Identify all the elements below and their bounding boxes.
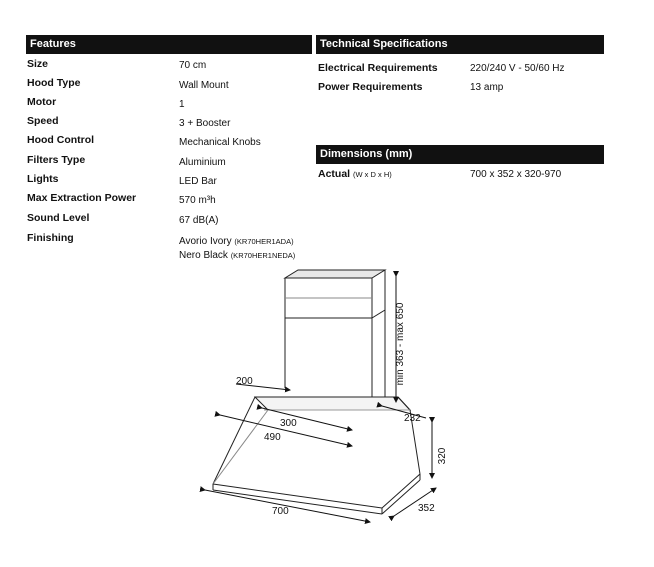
dim-700-label: 700 bbox=[272, 506, 289, 517]
feature-value-lights: LED Bar bbox=[179, 176, 217, 187]
feature-value-hood-control: Mechanical Knobs bbox=[179, 137, 261, 148]
technical-specifications-header: Technical Specifications bbox=[316, 35, 604, 54]
feature-value-size: 70 cm bbox=[179, 60, 207, 71]
feature-value-max-extraction-power: 570 m³h bbox=[179, 195, 216, 206]
tech-value-power: 13 amp bbox=[470, 82, 504, 93]
feature-value-filters-type: Aluminium bbox=[179, 157, 226, 168]
feature-value-motor: 1 bbox=[179, 99, 185, 110]
dim-chimney-label: min 363 - max 650 bbox=[395, 302, 406, 386]
dimensions-value: 700 x 352 x 320-970 bbox=[470, 169, 562, 180]
dimensions-sub: (W x D x H) bbox=[353, 170, 392, 179]
dimensions-actual: Actual bbox=[318, 168, 351, 180]
feature-label-hood-type: Hood Type bbox=[27, 77, 81, 89]
feature-label-speed: Speed bbox=[27, 115, 59, 127]
dim-490-label: 490 bbox=[264, 432, 281, 443]
dim-200-label: 200 bbox=[236, 376, 253, 387]
feature-value-hood-type: Wall Mount bbox=[179, 80, 229, 91]
tech-label-electrical: Electrical Requirements bbox=[318, 62, 438, 74]
finishing-ivory-code: (KR70HER1ADA) bbox=[234, 237, 294, 246]
feature-label-hood-control: Hood Control bbox=[27, 134, 95, 146]
feature-label-motor: Motor bbox=[27, 96, 57, 108]
dim-352-label: 352 bbox=[418, 503, 435, 514]
tech-label-power: Power Requirements bbox=[318, 81, 423, 93]
feature-value-speed: 3 + Booster bbox=[179, 118, 231, 129]
feature-label-sound-level: Sound Level bbox=[27, 212, 90, 224]
chimney bbox=[285, 270, 385, 408]
dim-232-label: 232 bbox=[404, 413, 421, 424]
feature-value-sound-level: 67 dB(A) bbox=[179, 215, 219, 226]
tech-value-electrical: 220/240 V - 50/60 Hz bbox=[470, 63, 565, 74]
finishing-ivory-name: Avorio Ivory bbox=[179, 236, 232, 247]
feature-label-finishing: Finishing bbox=[27, 232, 74, 244]
finishing-black-name: Nero Black bbox=[179, 250, 228, 261]
dim-320-label: 320 bbox=[437, 447, 448, 465]
dim-300-label: 300 bbox=[280, 418, 297, 429]
finishing-black-code: (KR70HER1NEDA) bbox=[230, 251, 296, 260]
feature-label-filters-type: Filters Type bbox=[27, 154, 86, 166]
feature-label-size: Size bbox=[27, 58, 49, 70]
features-header: Features bbox=[26, 35, 312, 54]
dimensions-header: Dimensions (mm) bbox=[316, 145, 604, 164]
feature-label-lights: Lights bbox=[27, 173, 59, 185]
hood-canopy bbox=[213, 397, 420, 514]
feature-label-max-extraction-power: Max Extraction Power bbox=[27, 192, 137, 204]
